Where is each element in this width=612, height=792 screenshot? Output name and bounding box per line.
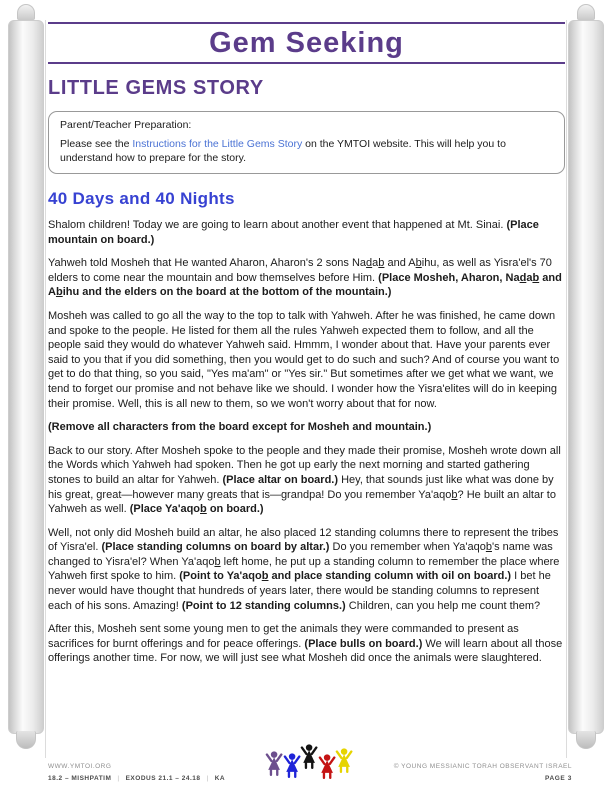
footer-lesson-part: KA <box>214 775 226 782</box>
dancing-children-icon <box>264 743 356 779</box>
ymtoi-logo <box>264 743 356 784</box>
scroll-rod-top-knob <box>577 4 595 20</box>
section-title: LITTLE GEMS STORY <box>48 77 264 99</box>
story-paragraph: Well, not only did Mosheh build an altar, he also placed 12 standing columns there to represent the tribes of Yisra'el. (Place standing columns on board by altar.) Do you remember when Ya'aqob's name was changed to Yisra'el? When Ya'aqob left home, he put up a standing column to remember the place where Yahweh first spoke to him. (Point to Ya'aqob and place standing column with oil on board.) I bet he never would have thought that hundreds of years later, there would be standing columns to represent each of his sons. Amazing! (Point to 12 standing columns.) Children, can you help me count them? <box>48 526 560 612</box>
scroll-rod-left <box>6 4 46 778</box>
footer <box>48 752 572 784</box>
title-rule-top <box>48 22 565 24</box>
parchment-edge-right <box>566 20 567 758</box>
prep-heading: Parent/Teacher Preparation: <box>60 119 192 131</box>
footer-lesson-info <box>48 775 225 782</box>
title-rule-bottom <box>48 62 565 64</box>
footer-lesson-part: 18.2 – MISHPATIM <box>48 775 112 782</box>
prep-text-after-link: on the YMTOI website. This will help you to understand how to prepare for the story. <box>60 138 506 164</box>
footer-separator: | <box>117 775 120 782</box>
scroll-rod-top-knob <box>17 4 35 20</box>
story-heading: 40 Days and 40 Nights <box>48 189 235 208</box>
instructions-link[interactable]: Instructions for the Little Gems Story <box>132 138 303 150</box>
footer-copyright: © YOUNG MESSIANIC TORAH OBSERVANT ISRAEL <box>393 763 572 770</box>
prep-text-before-link: Please see the <box>60 138 133 150</box>
parchment-edge-left <box>45 20 46 758</box>
story-paragraph: Back to our story. After Mosheh spoke to the people and they made their promise, Mosheh wrote down all the Words which Yahweh had spoken. Then he got up early the next morning and started gathering stones to build an altar for Yahweh. (Place altar on board.) Hey, that sounds just like what was done by his great, great—however many greats that is—grandpa! Do you remember Ya'aqob? He built an altar to Yahweh as well. (Place Ya'aqob on board.) <box>48 444 561 516</box>
story-paragraph: Yahweh told Mosheh that He wanted Aharon, Aharon's 2 sons Nadab and Abihu, as well as Yisra'el's 70 elders to come near the mountain and bow themselves before Him. (Place Mosheh, Aharon, Nadab and Abihu and the elders on the board at the bottom of the mountain.) <box>48 257 562 299</box>
scroll-rod-right <box>566 4 606 778</box>
footer-separator: | <box>206 775 209 782</box>
footer-page-number: PAGE 3 <box>545 775 572 782</box>
story-body <box>48 218 565 666</box>
story-paragraph: (Remove all characters from the board except for Mosheh and mountain.) <box>48 421 432 434</box>
scroll-rod-bottom-knob <box>16 731 36 749</box>
preparation-box <box>48 111 565 174</box>
footer-lesson-part: EXODUS 21.1 – 24.18 <box>125 775 201 782</box>
prep-body <box>60 138 553 165</box>
story-paragraph: Mosheh was called to go all the way to the top to talk with Yahweh. After he was finished, he came down and spoke to the people. He listed for them all the rules Yahweh expected them to follow, and all the people said they would do whatever Yahweh said. Hmmm, I wonder about that. Have your parents ever said to you that if you did something, then you would get to do such and such? And of course you want to get to do that thing, so you said, "Yes ma'am" or "Yes sir." But sometimes after we get what we want, we tend to forget our promise and not behave like we should. I wonder how the Yisra'elites will do in keeping their promise. Well, this is all new to them, so we won't worry about that for now. <box>48 309 560 410</box>
story-paragraph: After this, Mosheh sent some young men to get the animals they were commanded to present as sacrifices for burnt offerings and for peace offerings. (Place bulls on board.) We will learn about all those offerings another time. For now, we will just see what Mosheh did once the animals were slaughtered. <box>48 623 563 665</box>
scroll-rod-bottom-knob <box>576 731 596 749</box>
footer-left <box>48 763 225 782</box>
scroll-rod-body <box>568 20 604 734</box>
footer-website: WWW.YMTOI.ORG <box>48 763 112 770</box>
scroll-rod-body <box>8 20 44 734</box>
footer-right <box>394 763 572 782</box>
page-content <box>48 22 565 675</box>
story-paragraph: Shalom children! Today we are going to learn about another event that happened at Mt. Sinai. (Place mountain on board.) <box>48 219 539 246</box>
page-title: Gem Seeking <box>209 27 404 59</box>
